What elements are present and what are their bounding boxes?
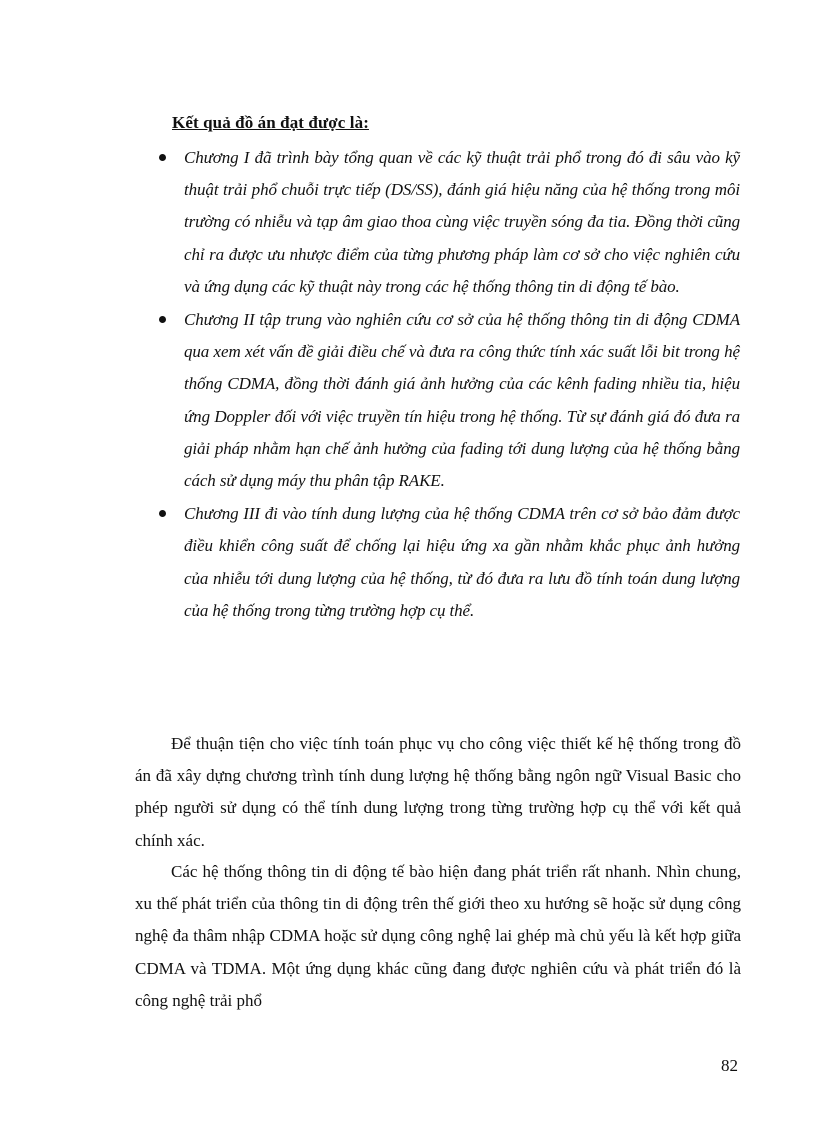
bullet-item-chapter-1	[0, 142, 816, 303]
body-paragraph-visual-basic: Để thuận tiện cho việc tính toán phục vụ cho công việc thiết kế hệ thống trong đồ án đã xây dựng chương trình tính dung lượng hệ thống bằng ngôn ngữ Visual Basic cho phép người sử dụng có thể tính dung lượng trong từng trường hợp cụ thể với kết quả chính xác.	[135, 734, 741, 850]
bullet-dot-icon	[159, 316, 166, 323]
bullet-dot-icon	[159, 510, 166, 517]
bullet-text: Chương I đã trình bày tổng quan về các kỹ thuật trải phổ trong đó đi sâu vào kỹ thuật trải phổ chuỗi trực tiếp (DS/SS), đánh giá hiệu năng của hệ thống trong môi trường có nhiễu và tạp âm giao thoa cùng việc truyền sóng đa tia. Đồng thời cũng chỉ ra được ưu nhược điểm của từng phương pháp làm cơ sở cho việc nghiên cứu và ứng dụng các kỹ thuật này trong các hệ thống thông tin di động tế bào.	[184, 148, 740, 296]
results-bullet-list	[0, 142, 816, 627]
section-heading: Kết quả đồ án đạt được là:	[172, 113, 369, 132]
bullet-item-chapter-2	[0, 304, 816, 497]
body-paragraph-trends: Các hệ thống thông tin di động tế bào hiện đang phát triển rất nhanh. Nhìn chung, xu thế phát triển của thông tin di động trên thế giới theo xu hướng sẽ hoặc sử dụng công nghệ đa thâm nhập CDMA hoặc sử dụng công nghệ lai ghép mà chủ yếu là kết hợp giữa CDMA và TDMA. Một ứng dụng khác cũng đang được nghiên cứu và phát triển đó là công nghệ trải phổ	[135, 862, 741, 1010]
bullet-dot-icon	[159, 154, 166, 161]
bullet-text: Chương III đi vào tính dung lượng của hệ thống CDMA trên cơ sở bảo đảm được điều khiển công suất để chống lại hiệu ứng xa gần nhằm khắc phục ảnh hưởng của nhiễu tới dung lượng của hệ thống, từ đó đưa ra lưu đồ tính toán dung lượng của hệ thống trong từng trường hợp cụ thể.	[184, 504, 740, 620]
bullet-item-chapter-3	[0, 498, 816, 627]
bullet-text: Chương II tập trung vào nghiên cứu cơ sở của hệ thống thông tin di động CDMA qua xem xét vấn đề giải điều chế và đưa ra công thức tính xác suất lỗi bit trong hệ thống CDMA, đồng thời đánh giá ảnh hưởng của các kênh fading nhiều tia, hiệu ứng Doppler đối với việc truyền tín hiệu trong hệ thống. Từ sự đánh giá đó đưa ra giải pháp nhằm hạn chế ảnh hưởng của fading tới dung lượng của hệ thống bằng cách sử dụng máy thu phân tập RAKE.	[184, 310, 740, 491]
page-number: 82	[721, 1056, 738, 1075]
